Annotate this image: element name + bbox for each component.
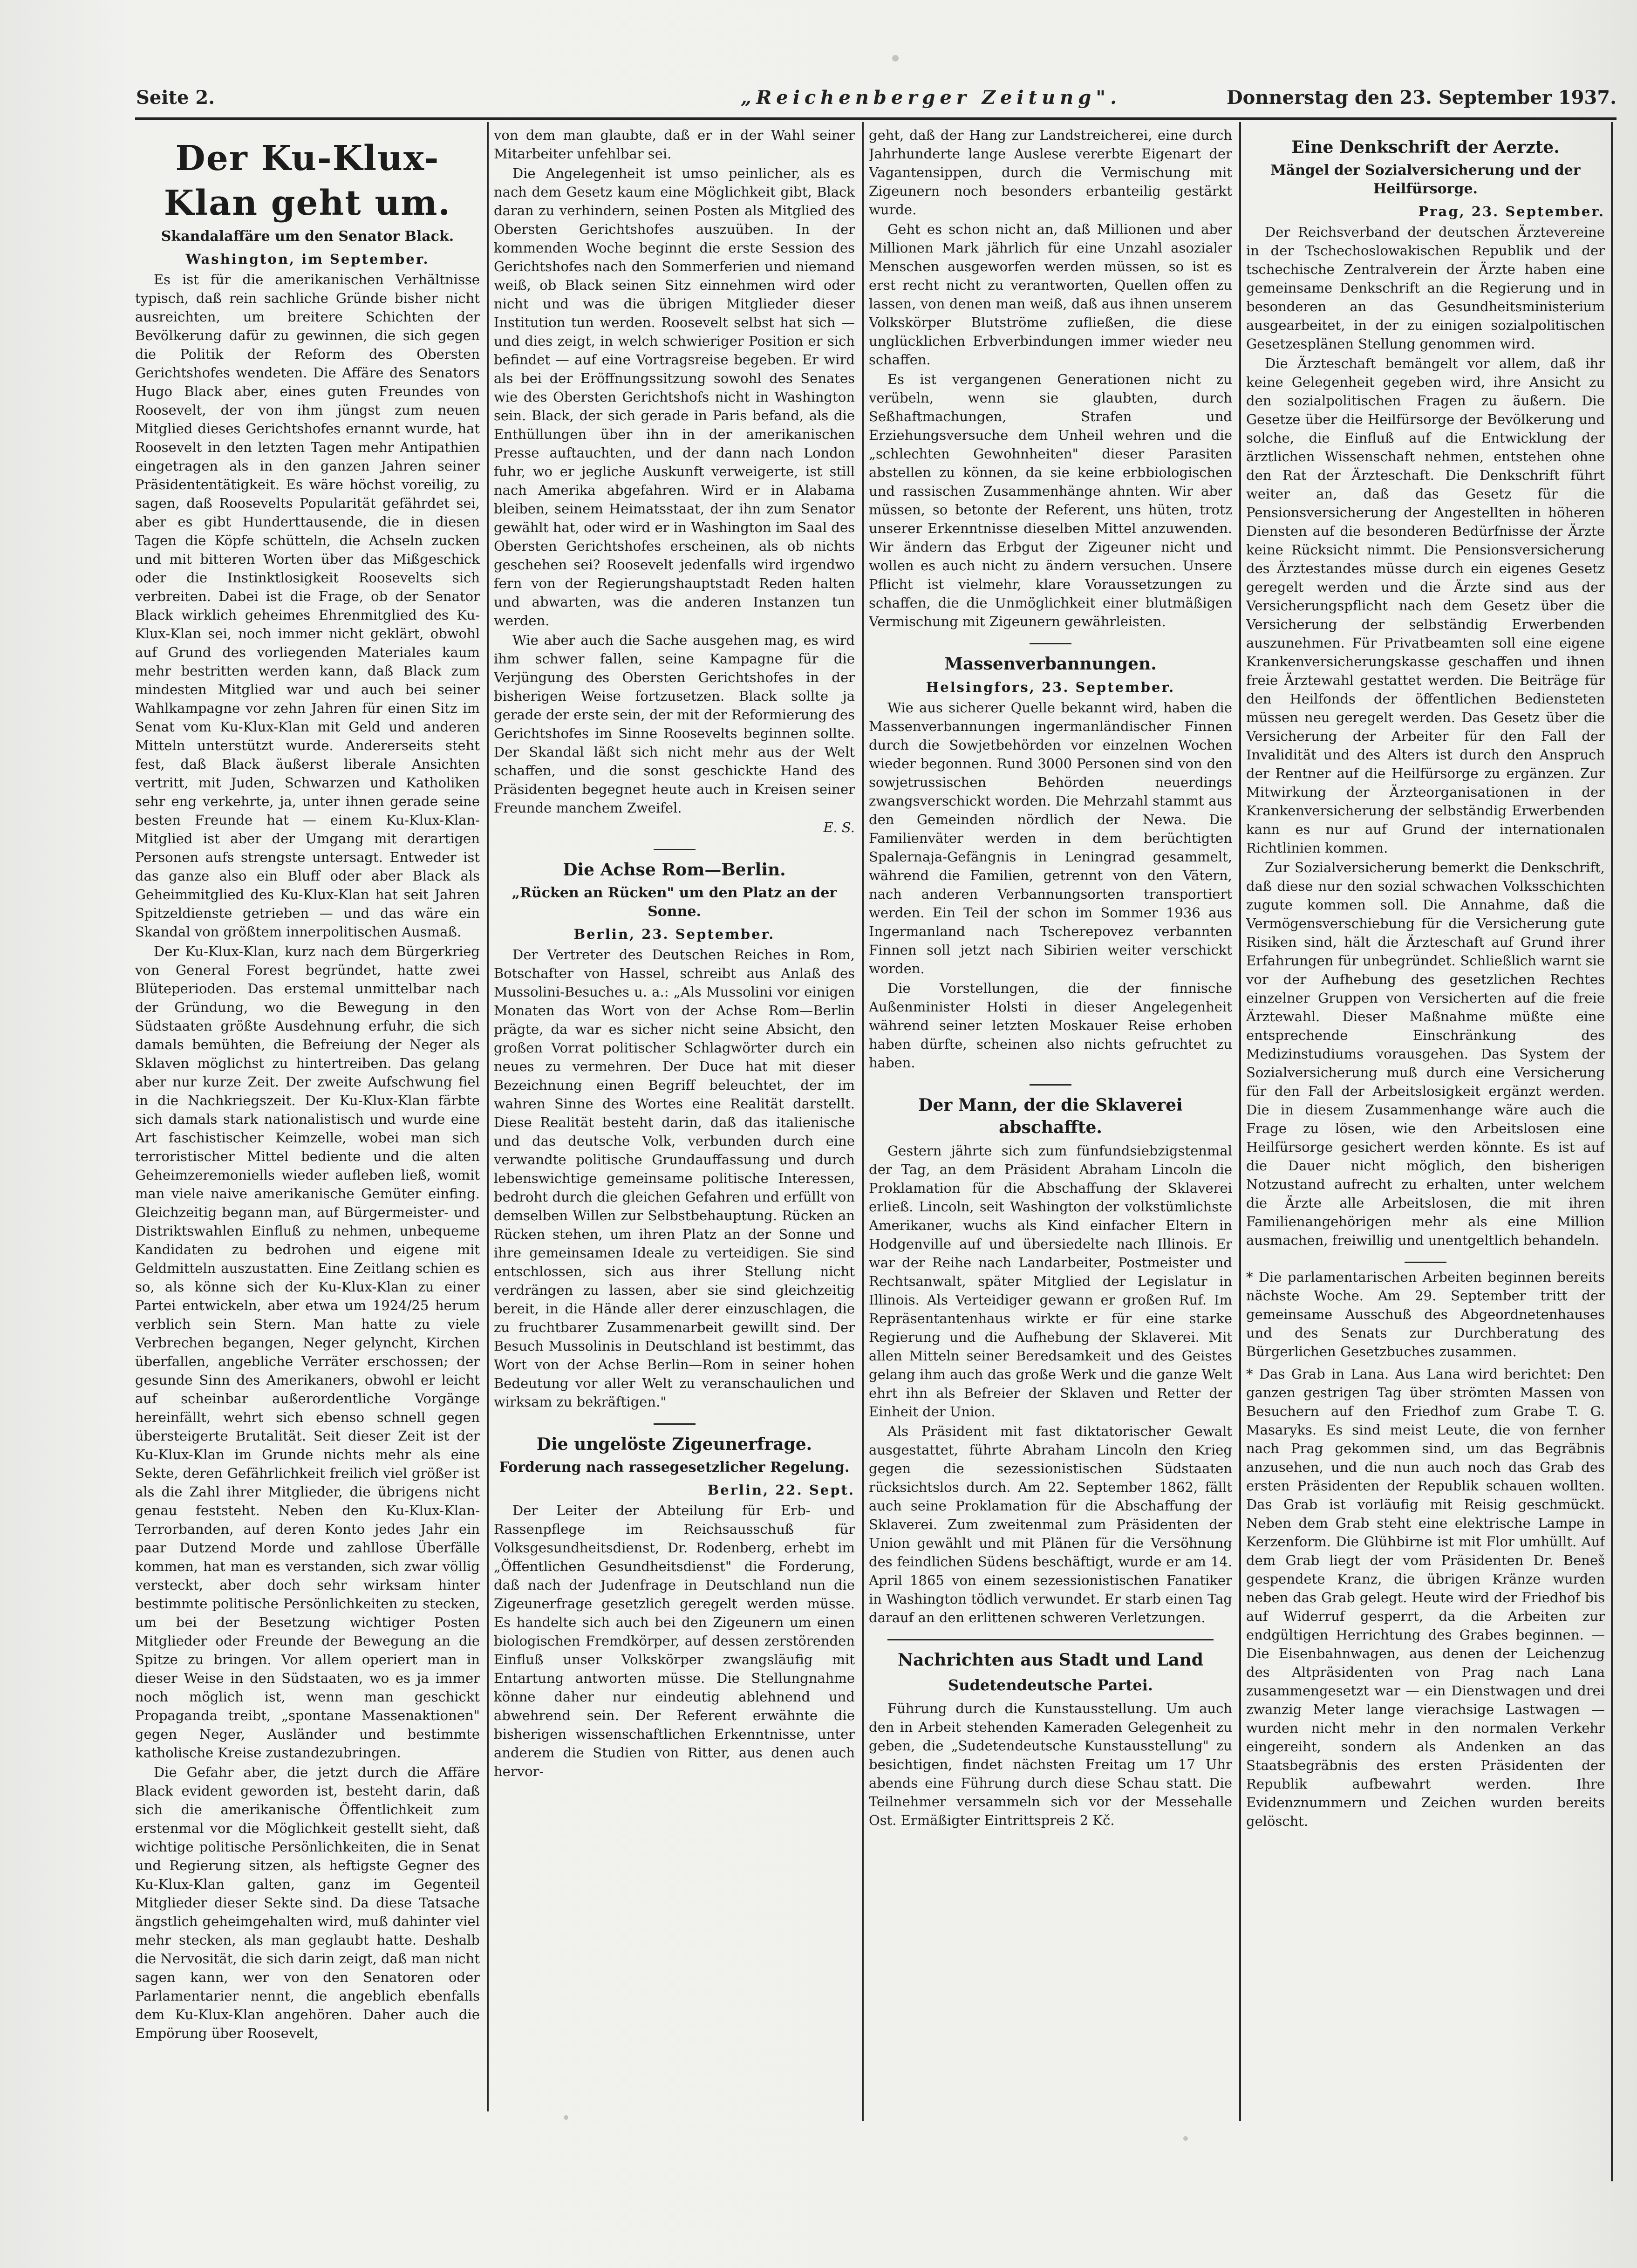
header-rule <box>135 117 1617 120</box>
article-paragraph: Wie aus sicherer Quelle bekannt wird, haben die Massenverbannungen ingermanländischer Finnen durch die Sowjetbehörden vor einzelnen Wochen wieder begonnen. Rund 3000 Personen sind von den sowjetrussischen Behörden neuerdings zwangsverschickt worden. Die Mehrzahl stammt aus den Gemeinden nördlich der Newa. Die Familienväter werden in dem berüchtigten Spalernaja-Gefängnis in Leningrad gesammelt, während die Familien, getrennt von den Vätern, nach anderen Verbannungsorten transportiert werden. Ein Teil der schon im Sommer 1936 aus Ingermanland nach Tscherepovez verbannten Finnen soll jetzt nach Sibirien weiter verschickt worden. <box>869 700 1232 977</box>
section-divider <box>1030 1084 1071 1086</box>
column-rule-2 <box>862 122 864 2121</box>
article-headline-denkschrift: Eine Denkschrift der Aerzte. <box>1291 137 1560 157</box>
article-paragraph: Es ist vergangenen Generationen nicht zu verübeln, wenn sie glaubten, durch Seßhaftmachungen, Strafen und Erziehungsversuche dem Unheil wehren und die „schlechten Gewohnheiten" dieser Parasiten abstellen zu können, da sie keine erbbiologischen und rassischen Zusammenhänge ahnten. Wir aber müssen, so betonte der Referent, uns hüten, trotz unserer Erkenntnisse dieselben Mittel anzuwenden. Wir ändern das Erbgut der Zigeuner nicht und wollen es auch nicht zu ändern versuchen. Unsere Pflicht ist vielmehr, klare Voraussetzungen zu schaffen, die die Unmöglichkeit einer blutmäßigen Vermischung mit Zigeunern gewährleisten. <box>869 371 1232 629</box>
article-subheadline-achse: „Rücken an Rücken" um den Platz an der Sonne. <box>512 885 837 920</box>
dateline-washington: Washington, im September. <box>185 251 430 267</box>
article-headline-massenverbannungen: Massenverbannungen. <box>944 654 1157 674</box>
article-headline-lincoln: Der Mann, der die Sklaverei abschaffte. <box>918 1095 1183 1137</box>
section-divider <box>1030 643 1071 644</box>
article-paragraph: Als Präsident mit fast diktatorischer Gewalt ausgestattet, führte Abraham Lincoln den Krieg gegen die sezessionistischen Südstaaten rücksichtslos durch. Am 22. September 1862, fällt auch seine Proklamation für die Abschaffung der Sklaverei. Zum zweitenmal zum Präsidenten der Union gewählt und mit Plänen für die Versöhnung des feindlichen Südens beschäftigt, wurde er am 14. April 1865 von einem sezessionistischen Fanatiker in Washington tödlich verwundet. Er starb einen Tag darauf an den erlittenen schweren Verletzungen. <box>869 1423 1232 1626</box>
dateline-prag: Prag, 23. September. <box>1418 204 1605 219</box>
article-paragraph: Gestern jährte sich zum fünfundsiebzigstenmal der Tag, an dem Präsident Abraham Lincoln die Proklamation für die Abschaffung der Sklaverei erließ. Lincoln, seit Washington der volkstümlichste Amerikaner, wuchs als Kind einfacher Eltern in Hodgenville auf und übersiedelte nach Illinois. Er war der Reihe nach Landarbeiter, Postmeister und Rechtsanwalt, später Mitglied der Legislatur in Illinois. Als Verteidiger gewann er großen Ruf. Im Repräsentantenhaus wirkte er für eine starke Regierung und die Aufhebung der Sklaverei. Mit allen Mitteln seiner Beredsamkeit und des Geistes gelang ihm auch das große Werk und die ganze Welt ehrt ihn als Befreier der Sklaven und Retter der Einheit der Union. <box>869 1143 1232 1420</box>
article-subheadline-zigeuner: Forderung nach rassegesetzlicher Regelung. <box>499 1459 850 1476</box>
page-number: Seite 2. <box>136 87 215 109</box>
dateline-helsingfors: Helsingfors, 23. September. <box>926 679 1175 695</box>
article-subheadline-kuklux: Skandalaffäre um den Senator Black. <box>161 228 454 245</box>
news-notice-parliament: * Die parlamentarischen Arbeiten beginnen bereits nächste Woche. Am 29. September tritt der gemeinsame Ausschuß des Abgeordnetenhauses und des Senats zur Durchberatung des Bürgerlichen Gesetzbuches zusammen. <box>1246 1269 1605 1359</box>
article-paragraph: Der Reichsverband der deutschen Ärztevereine in der Tschechoslowakischen Republik und der tschechische Zentralverein der Ärzte haben eine gemeinsame Denkschrift an die Regierung und in besonderen an das Gesundheitsministerium ausgearbeitet, in der zu einigen sozialpolitischen Gesetzesplänen Stellung genommen wird. <box>1246 224 1605 352</box>
article-paragraph: Die Angelegenheit ist umso peinlicher, als es nach dem Gesetz kaum eine Möglichkeit gibt, Black daran zu verhindern, seinen Posten als Mitglied des Obersten Gerichtshofes auszuüben. In der kommenden Woche beginnt die erste Session des Gerichtshofes nach den Sommerferien und niemand weiß, ob Black seinen Sitz einnehmen wird oder nicht und was die übrigen Mitglieder dieser Institution tun werden. Roosevelt selbst hat sich — und dies zeigt, in welch schwieriger Position er sich befindet — auf eine Vortragsreise begeben. Er wird als bei der Eröffnungssitzung sowohl des Senates wie des Obersten Gerichtshofs nicht in Washington sein. Black, der sich gerade in Paris befand, als die Enthüllungen über ihn in der amerikanischen Presse auftauchten, und der dann nach London fuhr, wo er jegliche Auskunft verweigerte, ist still nach Amerika abgefahren. Wird er in Alabama bleiben, seinem Heimatsstaat, der ihn zum Senator gewählt hat, oder wird er in Washington im Saal des Obersten Gerichtshofes erscheinen, als ob nichts geschehen sei? Roosevelt jedenfalls wird irgendwo fern von der Regierungshauptstadt Reden halten und abwarten, was die anderen Instanzen tun werden. <box>494 165 855 628</box>
article-subheadline-denkschrift: Mängel der Sozialversicherung und der Heilfürsorge. <box>1270 162 1581 197</box>
print-speck <box>892 55 899 61</box>
page-header <box>93 83 1617 116</box>
article-headline-zigeuner: Die ungelöste Zigeunerfrage. <box>536 1435 812 1454</box>
column-rule-right <box>1611 122 1613 2181</box>
print-speck <box>1183 2136 1188 2141</box>
article-paragraph: Geht es schon nicht an, daß Millionen und aber Millionen Mark jährlich für eine Unzahl asozialer Menschen ausgeworfen werden müssen, so ist es erst recht nicht zu verantworten, Quellen offen zu lassen, von denen man weiß, daß aus ihnen unserem Volkskörper Blutströme zufließen, die diese unglücklichen Erbverbindungen immer wieder neu schaffen. <box>869 221 1232 368</box>
column-rule-3 <box>1239 122 1241 2121</box>
column-rule-1 <box>487 122 489 2111</box>
article-paragraph: Der Leiter der Abteilung für Erb- und Rassenpflege im Reichsausschuß für Volksgesundheitsdienst, Dr. Rodenberg, erhebt im „Öffentlichen Gesundheitsdienst" die Forderung, daß nach der Judenfrage in Deutschland nun die Zigeunerfrage gesetzlich geregelt werden müsse. Es handelte sich auch bei den Zigeunern um einen biologischen Fremdkörper, auf dessen zerstörenden Einfluß unser Volkskörper zwangsläufig mit Entartung antworten müsse. Die Stellungnahme könne daher nur eindeutig ablehnend und abwehrend sein. Der Referent erwähnte die bisherigen wissenschaftlichen Erkenntnisse, unter anderem die Studien von Ritter, aus denen auch hervor- <box>494 1503 855 1779</box>
issue-date: Donnerstag den 23. September 1937. <box>1226 87 1617 109</box>
article-headline-achse: Die Achse Rom—Berlin. <box>563 860 786 880</box>
article-headline-kuklux: Der Ku-Klux-Klan geht um. <box>164 138 451 223</box>
section-divider <box>1405 1262 1446 1263</box>
section-divider <box>654 1423 696 1425</box>
article-paragraph: Die Gefahr aber, die jetzt durch die Affäre Black evident geworden ist, besteht darin, daß sich die amerikanische Öffentlichkeit zum erstenmal vor die Möglichkeit gestellt sieht, daß wichtige politische Persönlichkeiten, die in Senat und Regierung sitzen, als heftigste Gegner des Ku-Klux-Klan galten, ganz im Gegenteil Mitglieder dieser Sekte sind. Da diese Tatsache ängstlich geheimgehalten wird, muß dahinter viel mehr stecken, als man geglaubt hatte. Deshalb die Nervosität, die sich darin zeigt, daß man nicht sagen kann, wer von den Senatoren oder Parlamentarier nennt, die angeblich ebenfalls dem Ku-Klux-Klan angehören. Daher auch die Empörung über Roosevelt, <box>135 1764 480 2041</box>
dateline-berlin: Berlin, 23. September. <box>573 926 775 942</box>
column-3 <box>869 126 1232 2185</box>
article-paragraph: Der Ku-Klux-Klan, kurz nach dem Bürgerkrieg von General Forest begründet, hatte zwei Blüteperioden. Das erstemal unmittelbar nach der Gründung, wo die Bewegung in den Südstaaten größte Ausdehnung erfuhr, die sich damals bemühten, die Befreiung der Neger als Sklaven möglichst zu hintertreiben. Das gelang aber nur kurze Zeit. Der zweite Aufschwung fiel in die Nachkriegszeit. Der Ku-Klux-Klan färbte sich damals stark nationalistisch und wurde eine Art faschistischer Keimzelle, wobei man sich terroristischer Mittel bediente und die alten Geheimzeremoniells wieder aufleben ließ, womit man viele naive amerikanische Gemüter einfing. Gleichzeitig begann man, auf Bürgermeister- und Distriktswahlen Einfluß zu nehmen, unbequeme Kandidaten zu bedrohen und eigene mit Geldmitteln auszustatten. Eine Zeitlang schien es so, als könne sich der Ku-Klux-Klan zu einer Partei entwickeln, aber etwa um 1924/25 herum verblich sein Stern. Man hatte zu viele Verbrechen begangen, Neger gelyncht, Kirchen überfallen, angebliche Verräter erschossen; der gesunde Sinn des Amerikaners, obwohl er leicht auf scheinbar außerordentliche Vorgänge hereinfällt, wehrt sich ebenso schnell gegen übersteigerte Brutalität. Seit dieser Zeit ist der Ku-Klux-Klan im Grunde nichts mehr als eine Sekte, deren Gefährlichkeit freilich viel größer ist als die Zahl ihrer Mitglieder, die übrigens nicht genau feststeht. Neben den Ku-Klux-Klan-Terrorbanden, auf deren Konto jedes Jahr ein paar Dutzend Morde und zahllose Überfälle kommen, hat man es verstanden, sich zwar völlig versteckt, aber doch sehr wirksam hinter bestimmte politische Persönlichkeiten zu stecken, um bei der Besetzung wichtiger Posten Mitglieder oder Freunde der Bewegung an die Spitze zu bringen. Vor allem operiert man in dieser Weise in den Südstaaten, wo es ja immer noch möglich ist, wenn man geschickt Propaganda treibt, „spontane Massenaktionen" gegen Neger, Ausländer und bestimmte katholische Kreise zustandezubringen. <box>135 943 480 1761</box>
article-paragraph: Führung durch die Kunstausstellung. Um auch den in Arbeit stehenden Kameraden Gelegenheit zu geben, die „Sudetendeutsche Kunstausstellung" zu besichtigen, findet nächsten Freitag um 17 Uhr abends eine Führung durch diese Schau statt. Die Teilnehmer versammeln sich vor der Messehalle Ost. Ermäßigter Eintrittspreis 2 Kč. <box>869 1701 1232 1828</box>
article-paragraph: Die Ärzteschaft bemängelt vor allem, daß ihr keine Gelegenheit gegeben wird, ihre Ansicht zu den sozialpolitischen Fragen zu äußern. Die Gesetze über die Heilfürsorge der Bevölkerung und solche, die Einfluß auf die Entwicklung der ärztlichen Wissenschaft nehmen, entstehen ohne den Rat der Ärzteschaft. Die Denkschrift führt weiter an, daß das Gesetz für die Pensionsversicherung der Angestellten in höheren Diensten auf die besonderen Bedürfnisse der Ärzte keine Rücksicht nimmt. Die Pensionsversicherung des Ärztestandes müsse durch ein eigenes Gesetz geregelt werden und die Ärzte sind aus der Versicherungspflicht nach dem Gesetz über die Versicherung der selbständig Erwerbenden auszunehmen. Für Privatbeamten soll eine eigene Krankenversicherungskasse geschaffen und ihnen freie Ärztewahl gestattet werden. Die Beiträge für den Heilfonds der öffentlichen Bediensteten müssen neu geregelt werden. Das Gesetz über die Versicherung der Arbeiter für den Fall der Invalidität und des Alters ist durch den Anspruch der Rentner auf die Heilfürsorge zu ergänzen. Zur Mitwirkung der Ärzteorganisationen in der Krankenversicherung der selbständig Erwerbenden kann es nur auf Grund der internationalen Richtlinien kommen. <box>1246 355 1605 856</box>
article-paragraph: Der Vertreter des Deutschen Reiches in Rom, Botschafter von Hassel, schreibt aus Anlaß des Mussolini-Besuches u. a.: „Als Mussolini vor einigen Monaten das Wort von der Achse Rom—Berlin prägte, da war es sicher nicht seine Absicht, den großen Vorrat politischer Schlagwörter durch ein neues zu vermehren. Der Duce hat mit dieser Bezeichnung einen Begriff beleuchtet, der im wahren Sinne des Wortes eine Realität darstellt. Diese Realität besteht darin, daß das italienische und das deutsche Volk, verbunden durch eine verwandte politische Grundauffassung und durch lebenswichtige gemeinsame politische Interessen, bedroht durch die gleichen Gefahren und erfüllt von demselben Willen zur Selbstbehauptung. Rücken an Rücken stehen, um ihren Platz an der Sonne und ihre gemeinsamen Ideale zu verteidigen. Sie sind entschlossen, sich aus ihrer Stellung nicht verdrängen zu lassen, aber sie sind gleichzeitig bereit, in die Hände aller derer einzuschlagen, die zu fruchtbarer Zusammenarbeit gewillt sind. Der Besuch Mussolinis in Deutschland ist bestimmt, das Wort von der Achse Berlin—Rom in seiner hohen Bedeutung vor aller Welt zu veranschaulichen und wirksam zu bekräftigen." <box>494 947 855 1410</box>
article-paragraph: Es ist für die amerikanischen Verhältnisse typisch, daß rein sachliche Gründe bisher nicht ausreichten, um breitere Schichten der Bevölkerung dafür zu gewinnen, die sich gegen die Politik der Reform des Obersten Gerichtshofes wendeten. Die Affäre des Senators Hugo Black aber, eines guten Freundes von Roosevelt, der von ihm jüngst zum neuen Mitglied dieses Gerichtshofes ernannt wurde, hat Roosevelt in den letzten Tagen mehr Antipathien eingetragen als in den ganzen Jahren seiner Präsidententätigkeit. Es wäre höchst voreilig, zu sagen, daß Roosevelts Popularität gefährdet sei, aber es gibt Hunderttausende, die in diesen Tagen die Köpfe schütteln, die Achseln zucken und mit bitteren Worten über das Mißgeschick oder die Instinktlosigkeit Roosevelts sich verbreiten. Dabei ist die Frage, ob der Senator Black wirklich geheimes Ehrenmitglied des Ku-Klux-Klan sei, noch immer nicht geklärt, obwohl auf Grund des vorliegenden Materiales kaum mehr bestritten werden kann, daß Black zum mindesten Mitglied war und auch bei seiner Wahlkampagne vor zehn Jahren für einen Sitz im Senat vom Ku-Klux-Klan mit Geld und anderen Mitteln unterstützt wurde. Andererseits steht fest, daß Black äußerst liberale Ansichten vertritt, mit Juden, Schwarzen und Katholiken sehr eng verkehrte, ja, unter ihnen gerade seine besten Freunde hat — einem Ku-Klux-Klan-Mitglied ist aber der Umgang mit derartigen Personen aufs strengste untersagt. Entweder ist das ganze also ein Bluff oder aber Black als Geheimmitglied des Ku-Klux-Klan hat seit Jahren Spitzeldienste getrieben — und das wäre ein Skandal von größtem innerpolitischen Ausmaß. <box>135 272 480 940</box>
article-paragraph: geht, daß der Hang zur Landstreicherei, eine durch Jahrhunderte lange Auslese vererbte Eigenart der Vagantensippen, durch die Vermischung mit Zigeunern noch besonders erbanteilig gestärkt wurde. <box>869 127 1232 218</box>
section-headline-local-news: Nachrichten aus Stadt und Land <box>898 1650 1203 1670</box>
article-paragraph: von dem man glaubte, daß er in der Wahl seiner Mitarbeiter unfehlbar sei. <box>494 127 855 162</box>
dateline-berlin-22: Berlin, 22. Sept. <box>707 1482 855 1498</box>
section-subheadline-sdp: Sudetendeutsche Partei. <box>948 1676 1153 1694</box>
column-2 <box>494 126 855 2185</box>
article-paragraph: Zur Sozialversicherung bemerkt die Denkschrift, daß diese nur den sozial schwachen Volksschichten zugute kommen soll. Die Annahme, daß die Vermögensverschiebung für die Versicherung gute Risiken sind, hält die Ärzteschaft auf Grund ihrer Erfahrungen für unbegründet. Schließlich warnt sie vor der Aufhebung des gesetzlichen Rechtes einzelner Gruppen von Versicherten auf die freie Ärztewahl. Dieser Maßnahme müßte eine entsprechende Einschränkung des Medizinstudiums vorausgehen. Das System der Sozialversicherung muß durch eine Versicherung für den Fall der Arbeitslosigkeit ergänzt werden. Die in diesem Zusammenhange wäre auch die Frage zu lösen, wie den Arbeitslosen eine Heilfürsorge gesichert werden könnte. Es ist auf die Dauer nicht möglich, den bisherigen Notzustand aufrecht zu erhalten, unter welchem die Ärzte alle Arbeitslosen, die mit ihren Familienangehörigen mehr als eine Million ausmachen, freiwillig und unentgeltlich behandeln. <box>1246 860 1605 1248</box>
column-1 <box>135 126 480 2185</box>
news-notice-grave-lana: * Das Grab in Lana. Aus Lana wird berichtet: Den ganzen gestrigen Tag über strömten Massen von Besuchern auf den Friedhof zum Grabe T. G. Masaryks. Es sind meist Leute, die von fernher nach Prag gekommen sind, um das Begräbnis anzusehen, und die nun auch noch das Grab des ersten Präsidenten der Republik schauen wollten. Das Grab ist vorläufig mit Reisig geschmückt. Neben dem Grab steht eine elektrische Lampe in Kerzenform. Die Glühbirne ist mit Flor umhüllt. Auf dem Grab liegt der vom Präsidenten Dr. Beneš gespendete Kranz, die übrigen Kränze wurden neben das Grab gelegt. Heute wird der Friedhof bis auf Widerruf gesperrt, da die Arbeiten zur endgültigen Herrichtung des Grabes beginnen. — Die Eisenbahnwagen, aus denen der Leichenzug des Altpräsidenten von Prag nach Lana zusammengesetzt war — ein Dienstwagen und drei zwanzig Meter lange vierachsige Lastwagen — wurden nicht mehr in den normalen Verkehr eingereiht, sondern als Andenken an das Staatsbegräbnis des ersten Präsidenten der Republik aufbewahrt werden. Ihre Evidenznummern und Zeichen wurden bereits gelöscht. <box>1246 1366 1605 1829</box>
article-signature: E. S. <box>823 820 855 835</box>
column-4 <box>1246 126 1605 2185</box>
print-speck <box>564 2115 568 2120</box>
newspaper-name: „Reichenberger Zeitung". <box>741 87 1121 109</box>
section-divider <box>887 1639 1214 1640</box>
article-paragraph: Wie aber auch die Sache ausgehen mag, es wird ihm schwer fallen, seine Kampagne für die Verjüngung des Obersten Gerichtshofes in der bisherigen Weise fortzusetzen. Black sollte ja gerade der erste sein, der mit der Reformierung des Gerichtshofes im Sinne Roosevelts beginnen sollte. Der Skandal läßt sich nicht mehr aus der Welt schaffen, und die sonst geschickte Hand des Präsidenten begegnet heute auch in Kreisen seiner Freunde manchem Zweifel. <box>494 632 855 816</box>
article-paragraph: Die Vorstellungen, die der finnische Außenminister Holsti in dieser Angelegenheit während seiner letzten Moskauer Reise erhoben haben dürfte, scheinen also nichts gefruchtet zu haben. <box>869 980 1232 1071</box>
section-divider <box>654 849 696 850</box>
